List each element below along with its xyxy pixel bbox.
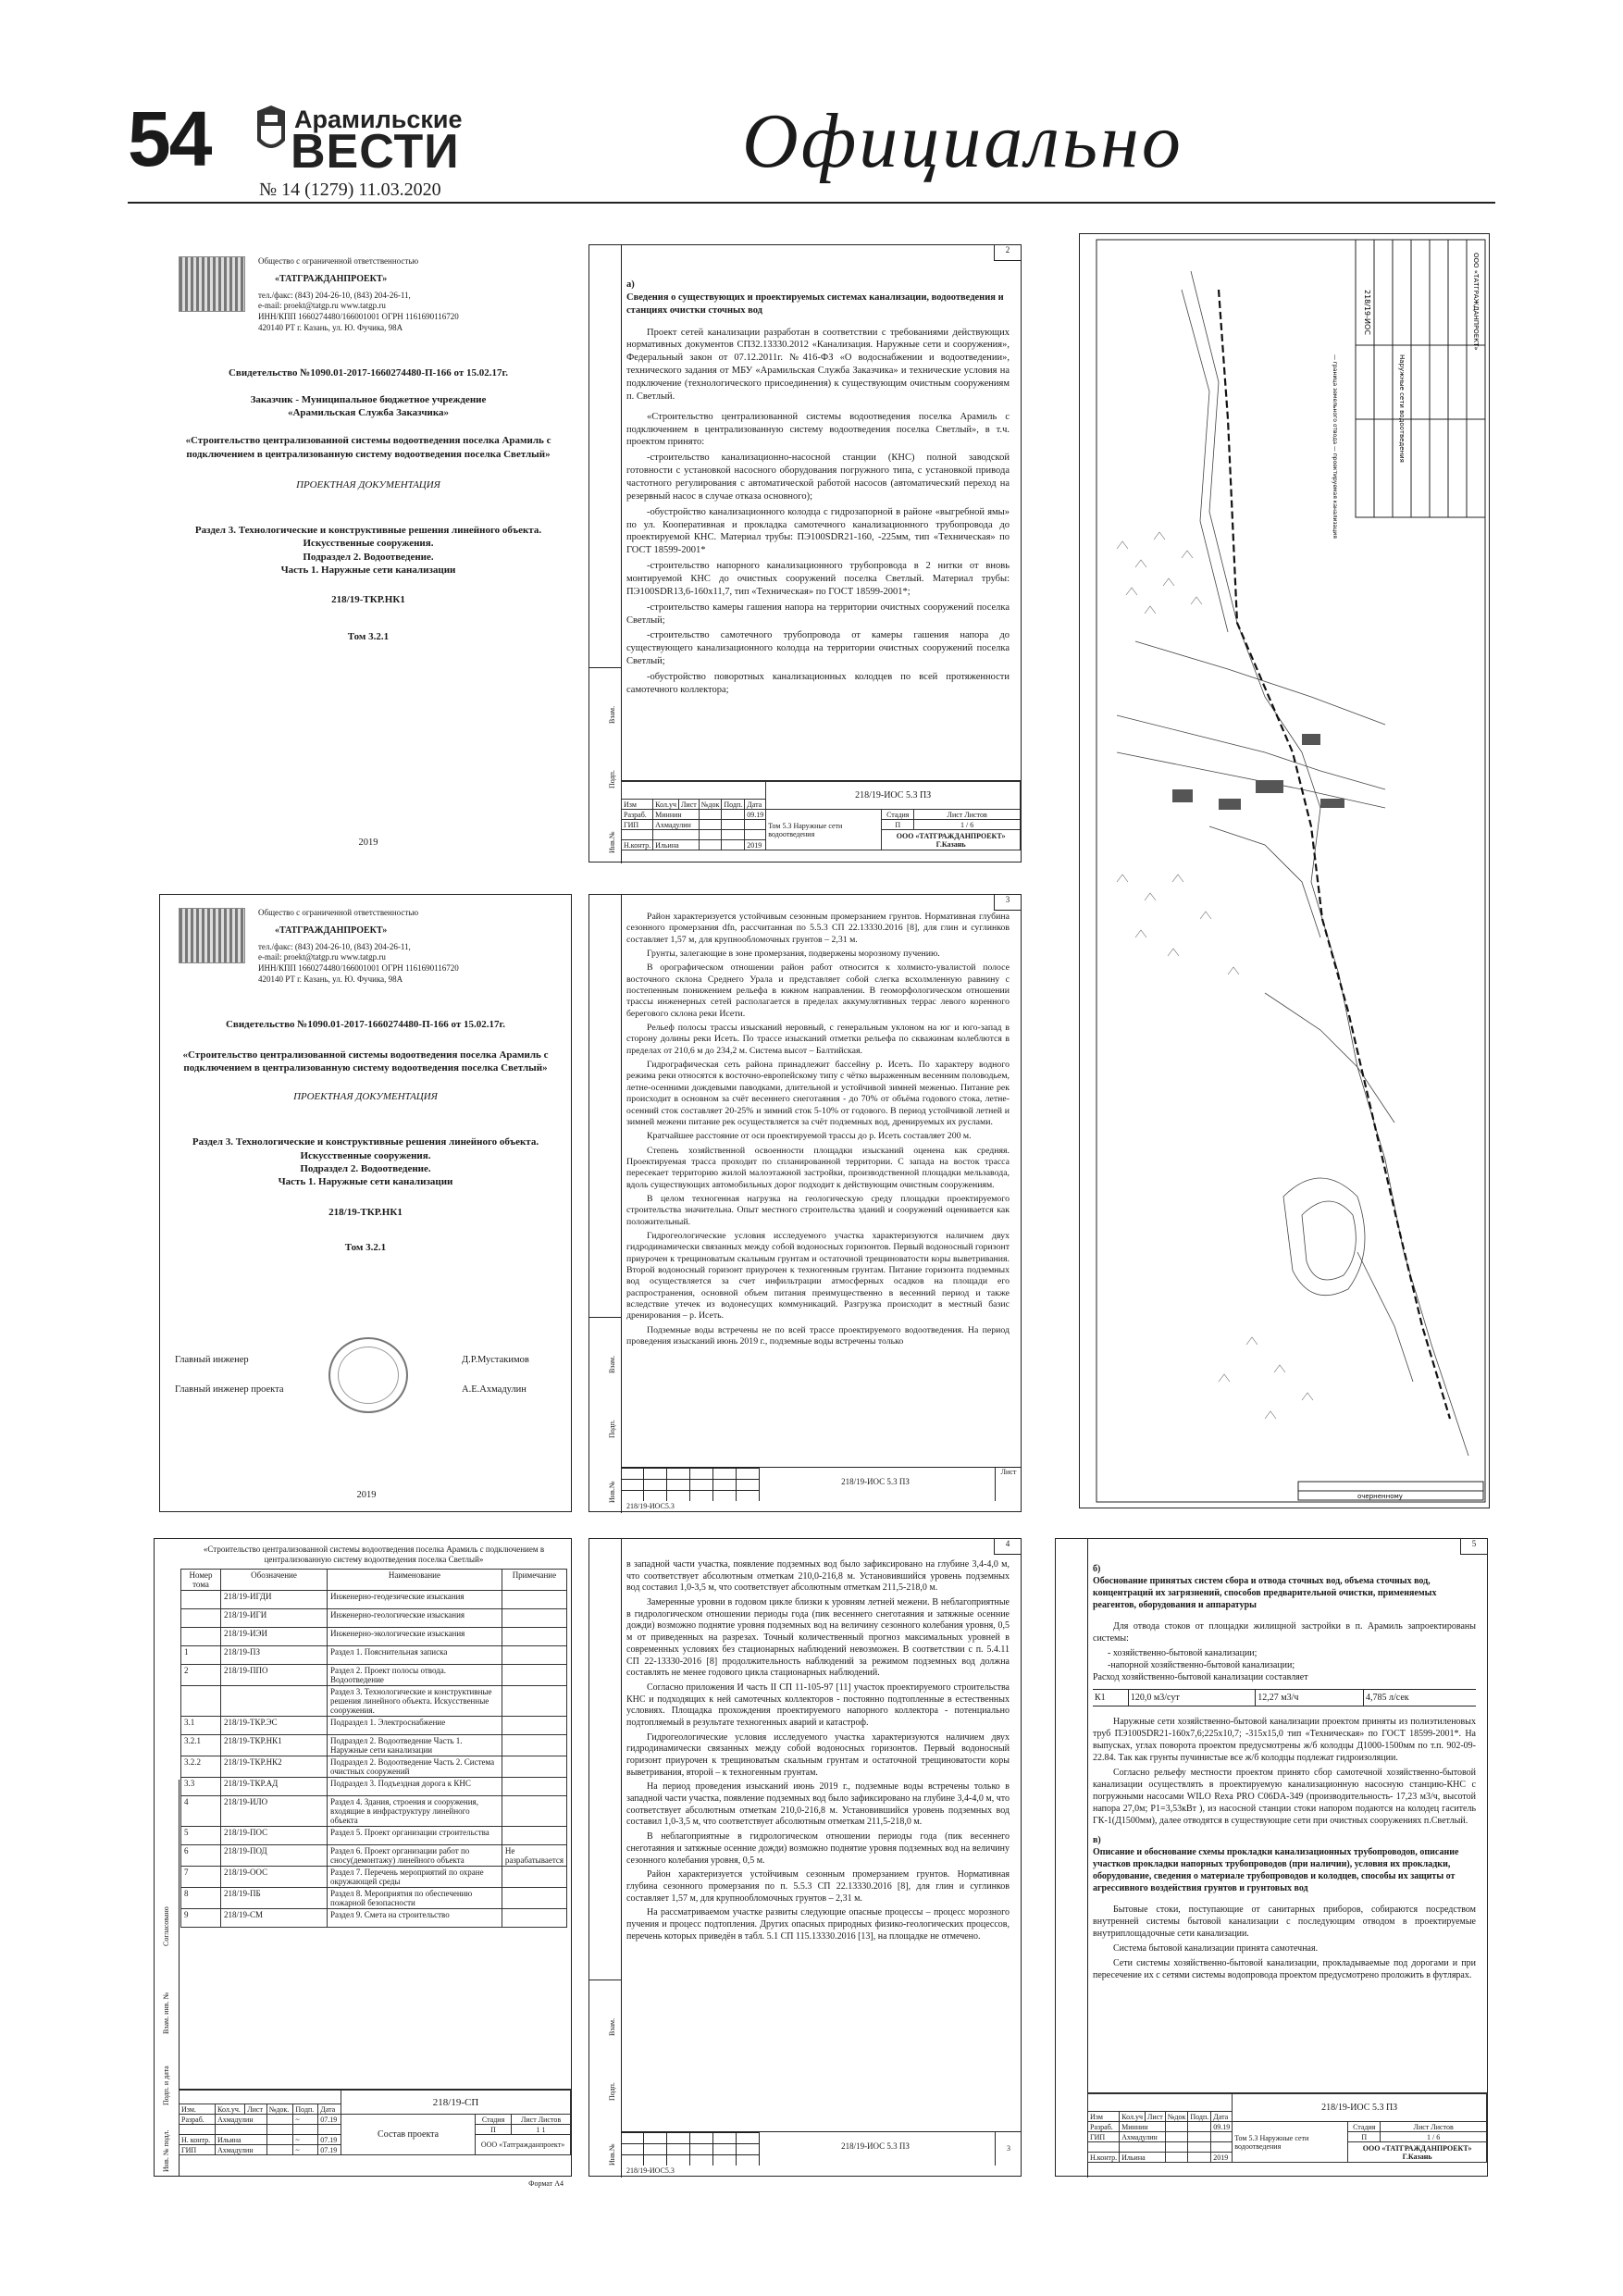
- masthead-emblem-icon: [255, 104, 287, 157]
- sheet-footer: 218/19-ИОС5.3: [626, 1502, 675, 1510]
- table-cell: [181, 1685, 221, 1716]
- paragraph: Рельеф полосы трассы изысканий неровный, с генеральным уклоном на юг и юго-запад в сторону долины реки Исеть. По трассе изысканий отметки рельефа по скважинам колеблются в пределах от 210,6 м до 234,2 м. Система высот – Балтийская.: [626, 1023, 1010, 1056]
- table-cell: [502, 1866, 566, 1887]
- text-sheet-2: [588, 244, 1022, 863]
- doc-type: ПРОЕКТНАЯ ДОКУМЕНТАЦИЯ: [296, 478, 440, 490]
- table-row: [181, 1908, 567, 1927]
- issue-line: № 14 (1279) 11.03.2020: [259, 180, 441, 200]
- section-line: Искусственные сооружения.: [300, 1149, 431, 1161]
- table-cell: 218/19-ПОС: [221, 1826, 328, 1844]
- header-rule: [128, 202, 1495, 204]
- stamp-col: Кол.уч: [653, 800, 679, 810]
- stamp-doc-code: 218/19-ИОС 5.3 ПЗ: [855, 790, 932, 800]
- table-cell: 218/19-ИГИ: [221, 1608, 328, 1627]
- paragraph: В неблагоприятные в гидрологическом отношении периоды года (пик весеннего снеготаяния и затяжные осенние дожди) возможно поднятие уровня подземных вод на величину сезонного колебания уровня, 0,5 м.: [626, 1831, 1010, 1866]
- sheet-number: 4: [1005, 1539, 1010, 1548]
- stamp-sheets: 6: [1436, 2132, 1441, 2141]
- flow-label: Расход хозяйственно-бытовой канализации составляет: [1093, 1672, 1308, 1682]
- company-logo: [179, 908, 245, 963]
- sheet-number-box: [994, 245, 1021, 261]
- title-block: 218/19-ИОС 5.3 ПЗ Изм Кол.уч Лист №док Подп. Дата Разраб. Миннин 09.19 Том 5.3 Наружные сети водоотведения Стадия Лист Листов ГИП Ахмадулин П 1 / 6 ООО «ТАТГРАЖДАНПРОЕКТ» Г.Казань Н.контр. Ильина 2019: [1087, 2092, 1487, 2177]
- org-line: Общество с ограниченной ответственностью: [258, 908, 419, 917]
- side-label: Взам.: [608, 1355, 616, 1373]
- paragraph: Гидрогеологические условия исследуемого участка характеризуются наличием двух гидродинамически связанных между собой водоносных горизонтов. Первый водоносный горизонт приурочен к трещиноватым скальным грунтам и остаточной трещиноватости коры выветривания. Второй водоносный горизонт приурочен к техногенным грунтам. Питание горизонта подземных вод осуществляется за счет инфильтрации атмосферных осадков на площади его распространения, основной объем питания преимущественно в весенний период и также вследствие утечек из водонесущих коммуникаций. Разгрузка происходит в местный базис дренирования – р. Исеть.: [626, 1230, 1010, 1322]
- title-block-company: ООО «ТАТГРАЖДАНПРОЕКТ»: [1472, 253, 1480, 351]
- masthead-brand-top: Арамильские: [294, 105, 463, 133]
- table-cell: [502, 1590, 566, 1608]
- contact-line: e-mail: proekt@tatgp.ru www.tatgp.ru: [258, 301, 386, 311]
- stamp-col: Подп.: [1188, 2112, 1211, 2122]
- stamp-stage-col: Лист: [947, 810, 963, 819]
- table-cell: 1: [181, 1645, 221, 1664]
- stamp-company: ООО «ТАТГРАЖДАНПРОЕКТ» Г.Казань: [896, 831, 1006, 849]
- sheet-number-box: [994, 1539, 1021, 1555]
- sheet-footer: 218/19-ИОС5.3: [626, 2166, 675, 2175]
- stamp-stage: П: [895, 820, 901, 829]
- table-cell: Раздел 5. Проект организации строительства: [328, 1826, 502, 1844]
- table-row: [181, 1844, 567, 1866]
- stamp-col: Дата: [745, 800, 766, 810]
- chief-engineer-label: Главный инженер: [175, 1355, 249, 1365]
- stamp-role: Разраб.: [180, 2115, 216, 2125]
- table-row: [181, 1590, 567, 1608]
- text-sheet-4: [588, 1538, 1022, 2177]
- cover-year: 2019: [356, 1490, 377, 1500]
- sheet-number: 5: [1471, 1539, 1477, 1548]
- stamp-sheet: 1: [960, 820, 965, 829]
- table-cell: 218/19-ИГДИ: [221, 1590, 328, 1608]
- paragraph: «Строительство централизованной системы водоотведения поселка Арамиль с подключением в централизованную систему водоотведения поселка Светлый», в т.ч. проектом принято:: [626, 411, 1010, 448]
- doc-type: ПРОЕКТНАЯ ДОКУМЕНТАЦИЯ: [293, 1091, 438, 1103]
- stamp-stage-col: Стадия: [886, 810, 910, 819]
- section-line: Подраздел 2. Водоотведение.: [300, 1162, 431, 1174]
- contact-line: ИНН/КПП 1660274480/166001001 ОГРН 1161690116720: [258, 312, 459, 322]
- table-cell: Подраздел 3. Подъездная дорога к КНС: [328, 1777, 502, 1795]
- table-cell: 3.2.2: [181, 1756, 221, 1777]
- side-frame: [1056, 1539, 1088, 2178]
- table-row: [181, 1734, 567, 1756]
- mini-stamp: [621, 2131, 1021, 2166]
- stamp-person: Ахмадулин: [216, 2115, 267, 2125]
- section-heading: Описание и обоснование схемы прокладки канализационных трубопроводов, описание участков прокладки напорных трубопроводов (при наличии), условия их прокладки, оборудование, сведения о материале трубопроводов и колодцев, способы их защиты от агрессивного воздействия грунтов и грунтовых вод: [1093, 1847, 1459, 1893]
- table-row: [181, 1795, 567, 1826]
- flow-cell: 120,0 м3/сут: [1128, 1690, 1255, 1706]
- table-cell: 5: [181, 1826, 221, 1844]
- table-cell: 218/19-ТКР.НК2: [221, 1756, 328, 1777]
- page-number: 54: [128, 95, 211, 182]
- paragraph: На рассматриваемом участке развиты следующие опасные процессы – процесс морозного пучения и процесс подтопления. Других опасных природных физико-геологических процессов, перечень которых приведён в табл. 5.1 СП 115.13330.2016 [13], на площадке не отмечено.: [626, 1907, 1010, 1942]
- letter-v: в): [1093, 1835, 1101, 1845]
- stamp-stage-col: Лист: [1413, 2122, 1430, 2131]
- paragraph: Грунты, залегающие в зоне промерзания, подвержены морозному пучению.: [647, 949, 940, 960]
- col-header: Наименование: [328, 1569, 502, 1590]
- side-label: Подп. и дата: [162, 2066, 170, 2105]
- stamp-col: Подп.: [722, 800, 745, 810]
- paragraph: -строительство канализационно-насосной станции (КНС) полной заводской готовности с установкой насосного оборудования погружного типа, с установкой привода частотного регулирования с автоматической работой насосов (автоматический переход на резервный насос в случае отказа основного);: [626, 453, 1010, 502]
- customer-line-1: Заказчик - Муниципальное бюджетное учреждение: [250, 393, 487, 405]
- paragraph: -строительство самотечного трубопровода от камеры гашения напора до существующего канализационного колодца на территории очистных сооружений поселка Светлый;: [626, 630, 1010, 667]
- side-box: [589, 1980, 621, 2177]
- table-row: [181, 1664, 567, 1685]
- paragraph: -строительство напорного канализационного трубопровода в 2 нитки от вновь монтируемой КНС до очистных сооружений поселка Светлый. Материал трубы: ПЭ100SDR13,6-160х11,7, тип «Техническая» по ГОСТ 18599-2001*;: [626, 561, 1010, 597]
- table-cell: Подраздел 1. Электроснабжение: [328, 1716, 502, 1734]
- stamp-sheet: 1: [1427, 2132, 1431, 2141]
- table-cell: [502, 1734, 566, 1756]
- paragraph: -обустройство поворотных канализационных колодцев по всей протяженности самотечного коллектора;: [626, 672, 1010, 695]
- table-cell: [181, 1590, 221, 1608]
- paragraph: Гидрографическая сеть района принадлежит бассейну р. Исеть. По характеру водного режима реки относятся к восточно-европейскому типу с чётко выраженным весенним половодьем, летне-осенними дождевыми паводками, длительной и устойчивой зимней меженью. Питание рек происходит в основном за счёт весеннего снеготаяния - до 70% от объёма годового стока, летне-осенний сток составляет 20-25% и зимний сток 5-10% от годового. В период устойчивой летней и зимней межени питание рек осуществляется за счёт подземных вод, дренируемых их руслами.: [626, 1060, 1010, 1127]
- stamp-date: 07.19: [318, 2115, 341, 2125]
- table-row: [181, 1627, 567, 1645]
- table-cell: [502, 1716, 566, 1734]
- org-line: Общество с ограниченной ответственностью: [258, 256, 419, 266]
- table-cell: [502, 1777, 566, 1795]
- side-box: [589, 1317, 621, 1512]
- table-cell: 218/19-ПЗ: [221, 1645, 328, 1664]
- paragraph: В целом техногенная нагрузка на геологическую среду площадки проектируемого строительства значительна. Опыт местного строительства зданий и сооружений оценивается как положительный.: [626, 1193, 1010, 1227]
- table-cell: [181, 1608, 221, 1627]
- col-header: Номер тома: [181, 1569, 221, 1590]
- customer: [165, 393, 572, 406]
- stamp-stage: П: [1348, 2132, 1381, 2142]
- stamp-sheets: 1: [541, 2125, 546, 2134]
- table-row: [181, 1826, 567, 1844]
- table-cell: [502, 1826, 566, 1844]
- table-cell: Раздел 7. Перечень мероприятий по охране окружающей среды: [328, 1866, 502, 1887]
- paragraph: Подземные воды встречены не по всей трассе проектируемого водоотведения. На период проведения изысканий июнь 2019 г., подземные воды встречены только: [626, 1324, 1010, 1347]
- table-cell: 218/19-СМ: [221, 1908, 328, 1927]
- table-cell: 8: [181, 1887, 221, 1908]
- stamp-person: Миннин: [653, 810, 700, 820]
- table-cell: Не разрабатывается: [502, 1844, 566, 1866]
- flow-cell: 4,785 л/сек: [1365, 1693, 1409, 1703]
- mini-stamp-code: 218/19-ИОС 5.3 ПЗ: [841, 1477, 910, 1486]
- stamp-role: Разраб.: [1088, 2122, 1120, 2132]
- side-label: Инв.№: [608, 2143, 616, 2166]
- paragraph: Степень хозяйственной освоенности площадки изысканий оценена как средняя. Проектируемая трасса проходит по спланированной территории. С запада на восток трасса пересекает территорию жилой малоэтажной застройки, производственной площадки мельзавода, вдоль существующих автомобильных дорог подходит к действующим очистным сооружениям.: [626, 1145, 1010, 1190]
- section-line: Искусственные сооружения.: [303, 538, 434, 550]
- table-cell: 3.1: [181, 1716, 221, 1734]
- volume: Том 3.2.1: [344, 1241, 387, 1253]
- volume: Том 3.2.1: [347, 631, 390, 643]
- paragraph: Согласно приложения И часть II СП 11-105-97 [11] участок проектируемого строительства КНС и подходящих к ней самотечных коллекторов - постоянно подтопленные в естественных условиях. Площадка прохождения проектируемого напорного коллектора - потенциально подтопляемый в результате техногенных аварий и катастроф.: [626, 1682, 1010, 1728]
- table-cell: Раздел 2. Проект полосы отвода. Водоотведение: [328, 1664, 502, 1685]
- paragraph: На период проведения изысканий июнь 2019 г., подземные воды встречены только в западной части участка, появление подземных вод было зафиксировано на глубине 3,4-4,0 м, что соответствует абсолютным отметкам 210,0-216,8 м. Установившийся уровень подземных вод составил 1,0-3,5 м, что соответствует абсолютным отметкам 211,5-218,0 м.: [626, 1781, 1010, 1828]
- table-cell: 218/19-ООС: [221, 1866, 328, 1887]
- table-cell: 3.3: [181, 1777, 221, 1795]
- table-cell: 4: [181, 1795, 221, 1826]
- table-cell: 3.2.1: [181, 1734, 221, 1756]
- table-cell: [502, 1664, 566, 1685]
- table-row: [181, 1685, 567, 1716]
- table-cell: [502, 1608, 566, 1627]
- flow-cell: 12,27 м3/ч: [1256, 1690, 1364, 1706]
- table-cell: [502, 1645, 566, 1664]
- side-box: [589, 667, 621, 863]
- cover-sheet-2: [159, 894, 572, 1512]
- letter-a: а): [626, 279, 635, 290]
- table-cell: 2: [181, 1664, 221, 1685]
- table-cell: 218/19-ТКР.ЭС: [221, 1716, 328, 1734]
- title-block: 218/19-СП Изм. Кол.уч. Лист №док. Подп. Дата Разраб. Ахмадулин ~ 07.19 Состав проекта Стадия Лист Листов П 1 1 Н. контр. Ильина ~ 07.19 ООО «Татгражданпроект» ГИП Ахмадулин ~ 07.19 Формат А4: [179, 2089, 571, 2177]
- stamp-role: Разраб.: [622, 810, 653, 820]
- table-row: [181, 1866, 567, 1887]
- paragraph: Район характеризуется устойчивым сезонным промерзанием грунтов. Нормативная глубина сезонного промерзания dfn, рассчитанная по 5.5.3 СП 22.13330.2016 [8], для глин и суглинков составляет 1,57 м, для крупнообломочных грунтов – 2,31 м.: [626, 912, 1010, 945]
- stamp-col: Лист: [679, 800, 700, 810]
- stamp-stage: П: [476, 2125, 512, 2135]
- stamp-role: Н.контр.: [622, 840, 653, 850]
- table-cell: 6: [181, 1844, 221, 1866]
- side-label: Подп.: [608, 1420, 616, 1438]
- table-cell: 218/19-ПОД: [221, 1844, 328, 1866]
- stamp-doc-code: 218/19-ИОС 5.3 ПЗ: [1321, 2103, 1398, 2113]
- side-label: Согласовано: [162, 1906, 170, 1946]
- chief-project-name: А.Е.Ахмадулин: [462, 1384, 527, 1395]
- side-label: Инв.№: [608, 1481, 616, 1503]
- col-header: Примечание: [502, 1569, 566, 1590]
- title-block-code: 218/19-ИОС: [1363, 290, 1371, 335]
- table-row: [181, 1777, 567, 1795]
- contact-line: e-mail: proekt@tatgp.ru www.tatgp.ru: [258, 952, 386, 962]
- stamp-person: Ильина: [216, 2135, 267, 2145]
- section-line: Подраздел 2. Водоотведение.: [303, 551, 434, 563]
- side-label: Инв.№: [608, 831, 616, 853]
- composition-sheet: [154, 1538, 572, 2188]
- stamp-date: 2019: [1211, 2153, 1233, 2163]
- side-label: Взам.: [608, 705, 616, 724]
- paragraph: Сети системы хозяйственно-бытовой канализации, прокладываемые под дорогами и при пересечение их с сетями системы водопровода проектом предусмотрено проложить в футлярах.: [1093, 1958, 1476, 1980]
- table-cell: Раздел 6. Проект организации работ по сносу(демонтажу) линейного объекта: [328, 1844, 502, 1866]
- sheet-number: 3: [1005, 895, 1010, 904]
- table-cell: Инженерно-экологические изыскания: [328, 1627, 502, 1645]
- system-item: - хозяйственно-бытовой канализации;: [1108, 1648, 1258, 1658]
- contact-line: ИНН/КПП 1660274480/166001001 ОГРН 1161690116720: [258, 963, 459, 974]
- stamp-stage-col: Листов: [964, 810, 987, 819]
- table-cell: [221, 1685, 328, 1716]
- section-heading: Обоснование принятых систем сбора и отвода сточных вод, объема сточных вод, концентраций их загрязнений, способов предварительной очистки, применяемых реагентов, оборудования и аппаратуры: [1093, 1576, 1437, 1610]
- table-cell: Раздел 9. Смета на строительство: [328, 1908, 502, 1927]
- doc-code: 218/19-ТКР.НК1: [328, 1206, 403, 1218]
- stamp-doc-code: 218/19-СП: [432, 2096, 479, 2108]
- contact-line: 420140 РТ г. Казань, ул. Ю. Фучика, 98А: [258, 322, 403, 332]
- mini-stamp-sheet: Лист: [995, 1468, 1022, 1501]
- stamp-col: №док: [699, 800, 722, 810]
- stamp-date: 07.19: [318, 2135, 341, 2145]
- stamp-volume: Том 5.3 Наружные сети водоотведения: [768, 821, 843, 838]
- paragraph: в западной части участка, появление подземных вод было зафиксировано на глубине 3,4-4,0 м, что соответствует абсолютным отметкам 210,0-216,8 м. Установившийся уровень подземных вод составил 1,0-3,5 м, что соответствует абсолютным отметкам 211,5-218,0 м.: [626, 1559, 1010, 1594]
- table-cell: Инженерно-геологические изыскания: [328, 1608, 502, 1627]
- stamp-col: Изм: [622, 800, 653, 810]
- letter-b: б): [1093, 1564, 1101, 1574]
- stamp-role: ГИП: [622, 820, 653, 830]
- stamp-col: Изм: [1088, 2112, 1120, 2122]
- side-label: Взам. инв. №: [162, 1992, 170, 2034]
- stamp-role: Н.контр.: [1088, 2153, 1120, 2163]
- table-cell: [502, 1685, 566, 1716]
- sheet-number-box: [1460, 1539, 1487, 1555]
- paragraph: -строительство камеры гашения напора на территории очистных сооружений поселка Светлый;: [626, 602, 1010, 626]
- sheet-number-box: [994, 895, 1021, 911]
- stamp-company: ООО «ТАТГРАЖДАНПРОЕКТ» Г.Казань: [1362, 2143, 1472, 2161]
- bottom-label: очерненному: [1357, 1493, 1403, 1500]
- side-frame: [155, 1780, 180, 2176]
- side-label: Подп.: [608, 770, 616, 788]
- company-seal-icon: [328, 1337, 408, 1413]
- cover-sheet-1: [165, 242, 572, 861]
- paragraph: -обустройство канализационного колодца с гидрозапорной в районе «выгребной ямы» по ул. Кооперативная и прокладка самотечного канализационного трубопровода до проектируемой КНС. Материал трубы: ПЭ100SDR21-160, -225мм, тип «Техническая» по ГОСТ 18599-2001*: [626, 506, 1010, 556]
- site-plan-svg: [1080, 234, 1491, 1509]
- section-line: Часть 1. Наружные сети канализации: [278, 1176, 453, 1188]
- project-title: «Строительство централизованной системы водоотведения поселка Арамиль с подключением в централизованную систему водоотведения поселка Светлый»: [182, 1049, 549, 1074]
- stamp-stage-col: Листов: [1431, 2122, 1454, 2131]
- paragraph: Для отвода стоков от площадки жилищной застройки в п. Арамиль запроектированы системы:: [1093, 1621, 1476, 1644]
- project-title: «Строительство централизованной системы водоотведения поселка Арамиль с подключением в централизованную систему водоотведения поселка Светлый»: [185, 435, 551, 460]
- stamp-person: Ильина: [653, 840, 700, 850]
- side-label: Подп.: [608, 2082, 616, 2101]
- org-name: «ТАТГРАЖДАНПРОЕКТ»: [275, 925, 388, 936]
- table-cell: 9: [181, 1908, 221, 1927]
- certificate: Свидетельство №1090.01-2017-1660274480-П-166 от 15.02.17г.: [228, 367, 509, 379]
- section-title: Официально: [742, 98, 1183, 184]
- table-row: [181, 1887, 567, 1908]
- doc-code: 218/19-ТКР.НК1: [331, 594, 405, 606]
- table-cell: 218/19-ППО: [221, 1664, 328, 1685]
- table-cell: [502, 1908, 566, 1927]
- table-cell: Раздел 3. Технологические и конструктивные решения линейного объекта. Искусственные сооружения.: [328, 1685, 502, 1716]
- contact-line: тел./факс: (843) 204-26-10, (843) 204-26-11,: [258, 290, 411, 300]
- stamp-col: Лист: [1146, 2112, 1166, 2122]
- table-cell: [502, 1756, 566, 1777]
- stamp-person: Ахмадулин: [216, 2145, 267, 2155]
- table-row: [181, 1716, 567, 1734]
- table-cell: [502, 1887, 566, 1908]
- table-cell: [502, 1627, 566, 1645]
- paragraph: Кратчайшее расстояние от оси проектируемой трассы до р. Исеть составляет 200 м.: [647, 1131, 972, 1142]
- stamp-format: Формат А4: [528, 2179, 564, 2188]
- stamp-date: 09.19: [745, 810, 766, 820]
- stamp-stage-col: Стадия: [1353, 2122, 1376, 2131]
- table-cell: Подраздел 2. Водоотведение Часть 2. Система очистных сооружений: [328, 1756, 502, 1777]
- paragraph: В орографическом отношении район работ относится к холмисто-увалистой полосе восточного склона Среднего Урала и представляет собой слегка всхолмленную равнину с постепенным понижением рельефа в южном направлении. В геоморфологическом отношении трассы инженерных сетей располагается в пределах аккумулятивных террас левого коренного берегового склона реки Исети.: [626, 962, 1010, 1019]
- col-header: Обозначение: [221, 1569, 328, 1590]
- paragraph: Замеренные уровни в годовом цикле близки к уровням летней межени. В неблагоприятные в гидрологическом отношении периоды года (пик весеннего снеготаяния и затяжные осенние дожди) возможно поднятие уровня подземных вод на величину сезонного колебания уровня, 0,5 м от приведенных на разрезах. Точный количественный прогноз максимальных уровней в современных условиях без стационарных наблюдений невозможен. В соответствии с п. 5.4.11 СП 22-13330-2016 [8] продолжительность наблюдений за режимом подземных вод должна составлять не менее годового цикла стационарных наблюдений.: [626, 1597, 1010, 1679]
- table-cell: Раздел 4. Здания, строения и сооружения, входящие в инфраструктуру линейного объекта: [328, 1795, 502, 1826]
- stamp-col: Кол.уч: [1120, 2112, 1146, 2122]
- stamp-date: 07.19: [318, 2145, 341, 2155]
- site-plan-drawing: [1079, 233, 1490, 1508]
- cover-year: 2019: [358, 838, 378, 848]
- stamp-sheet: 1: [536, 2125, 540, 2134]
- text-sheet-3: [588, 894, 1022, 1512]
- contact-line: 420140 РТ г. Казань, ул. Ю. Фучика, 98А: [258, 974, 403, 984]
- stamp-date: 09.19: [1211, 2122, 1233, 2132]
- table-cell: [181, 1627, 221, 1645]
- paragraph: Система бытовой канализации принята самотечная.: [1113, 1943, 1319, 1954]
- mini-stamp-code: 218/19-ИОС 5.3 ПЗ: [841, 2141, 910, 2151]
- paragraph: Район характеризуется устойчивым сезонным промерзанием грунтов. Нормативная глубина сезонного промерзания по п. 5.5.3 СП 22.13330.2016 [8], для глин и суглинков составляет 1,57 м, для крупнообломочных грунтов – 2,31 м.: [626, 1869, 1010, 1904]
- stamp-role: ГИП: [1088, 2132, 1120, 2142]
- mini-stamp-page: 3: [995, 2132, 1022, 2166]
- stamp-person: Миннин: [1120, 2122, 1166, 2132]
- flow-table: [1093, 1689, 1476, 1706]
- table-cell: 218/19-ТКР.НК1: [221, 1734, 328, 1756]
- stamp-company: ООО «Татгражданпроект»: [480, 2141, 565, 2149]
- paragraph: Согласно рельефу местности проектом принято сбор самотечной хозяйственно-бытовой канализации осуществлять в проектируемую канализационную насосную станцию-КНС с погружными насосами WILO Rexa PRO C06DA-349 (производительность- 17,23 м3/ч, высотой напора 27,0м; P1=3,53кВт ), из насосной станции стоки напором подаются на колодец гаситель ГК-1(Д1500мм), далее отводятся в существующие сети при очистных сооружениях п.Светлый.: [1093, 1768, 1476, 1826]
- certificate: Свидетельство №1090.01-2017-1660274480-П-166 от 15.02.17г.: [225, 1019, 506, 1031]
- composition-table: [180, 1569, 567, 1928]
- table-cell: 218/19-ИЭИ: [221, 1627, 328, 1645]
- section-heading: Сведения о существующих и проектируемых системах канализации, водоотведения и станциях очистки сточных вод: [626, 292, 1004, 316]
- stamp-date: 2019: [745, 840, 766, 850]
- composition-title: «Строительство централизованной системы водоотведения поселка Арамиль с подключением в централизованную систему водоотведения поселка Светлый»: [203, 1545, 545, 1564]
- side-label: Инв. № подл.: [162, 2129, 170, 2172]
- chief-project-label: Главный инженер проекта: [175, 1384, 284, 1395]
- paragraph: Проект сетей канализации разработан в соответствии с требованиями действующих нормативных документов СП32.13330.2012 «Канализация. Наружные сети и сооружения», Федеральный закон от 07.12.2011г. №416-ФЗ «О водоснабжении и водоотведении», технического задания от МБУ «Арамильская Служба Заказчика» и технические условия на подключение (технологического присоединения) к существующим очистным сооружениям п. Светлый.: [626, 327, 1010, 402]
- paragraph: Гидрогеологические условия исследуемого участка характеризуются наличием двух гидродинамически связанных между собой водоносных горизонтов. Первый водоносный горизонт приурочен к трещиноватым скальным грунтам и остаточной трещиноватости коры выветривания, второй – к техногенным грунтам.: [626, 1731, 1010, 1778]
- system-item: -напорной хозяйственно-бытовой канализации;: [1108, 1660, 1295, 1670]
- stamp-person: Ильина: [1120, 2153, 1166, 2163]
- stamp-title: Состав проекта: [378, 2129, 440, 2140]
- masthead-brand-main: ВЕСТИ: [291, 125, 460, 179]
- table-row: [181, 1645, 567, 1664]
- section-line: Раздел 3. Технологические и конструктивные решения линейного объекта.: [194, 524, 542, 536]
- paragraph: Бытовые стоки, поступающие от санитарных приборов, собираются посредством внутренней системы бытовой канализации с последующим отводом в проектируемые внутриплощадочные сети канализации.: [1093, 1905, 1476, 1939]
- table-cell: 218/19-ПБ: [221, 1887, 328, 1908]
- contact-line: тел./факс: (843) 204-26-10, (843) 204-26-11,: [258, 941, 411, 951]
- customer-line-2: «Арамильская Служба Заказчика»: [287, 407, 450, 419]
- flow-cell: К1: [1093, 1690, 1128, 1706]
- section-line: Раздел 3. Технологические и конструктивные решения линейного объекта.: [192, 1136, 539, 1148]
- stamp-sheets: 6: [970, 820, 974, 829]
- stamp-person: Ахмадулин: [1120, 2132, 1166, 2142]
- table-cell: Подраздел 2. Водоотведение Часть 1. Наружные сети канализации: [328, 1734, 502, 1756]
- table-cell: Раздел 8. Мероприятия по обеспечению пожарной безопасности: [328, 1887, 502, 1908]
- stamp-col: №док: [1165, 2112, 1188, 2122]
- org-name: «ТАТГРАЖДАНПРОЕКТ»: [275, 273, 388, 284]
- legend: — граница земельного отвода — проектируемая канализация: [1332, 354, 1338, 539]
- paragraph: Наружные сети хозяйственно-бытовой канализации проектом приняты из полиэтиленовых труб ПЭ100SDR21-160х7,6;225х10,7; -315х15,0 тип «Техническая» по ГОСТ 18599-2001*. На выпусках, углах поворота проектом предусмотрены ж/б колодцы Д1000-1500мм по т.п. 902-09-22.84. Так как грунты пучинистые все ж/б колодцы подлежат гидроизоляции.: [1093, 1717, 1476, 1763]
- section-line: Часть 1. Наружные сети канализации: [280, 564, 456, 576]
- stamp-person: Ахмадулин: [653, 820, 700, 830]
- table-row: [181, 1608, 567, 1627]
- table-cell: 218/19-ИЛО: [221, 1795, 328, 1826]
- title-block-name: Наружные сети водоотведения: [1398, 354, 1406, 463]
- chief-engineer-name: Д.Р.Мустакимов: [462, 1355, 529, 1365]
- stamp-role: Н. контр.: [180, 2135, 216, 2145]
- sheet-number: 2: [1005, 245, 1010, 254]
- mini-stamp: [621, 1467, 1021, 1501]
- table-cell: [502, 1795, 566, 1826]
- text-sheet-5: [1055, 1538, 1488, 2177]
- stamp-col: Дата: [1211, 2112, 1233, 2122]
- table-cell: 218/19-ТКР.АД: [221, 1777, 328, 1795]
- title-block: 218/19-ИОС 5.3 ПЗ Изм Кол.уч Лист №док Подп. Дата Разраб. Миннин 09.19 Том 5.3 Наружные сети водоотведения Стадия Лист Листов ГИП Ахмадулин П 1 / 6 ООО «ТАТГРАЖДАНПРОЕКТ» Г.Казань Н.контр. Ильина 2019: [621, 780, 1021, 863]
- company-logo: [179, 256, 245, 312]
- stamp-volume: Том 5.3 Наружные сети водоотведения: [1234, 2133, 1309, 2151]
- table-cell: Раздел 1. Пояснительная записка: [328, 1645, 502, 1664]
- side-label: Взам.: [608, 2017, 616, 2036]
- table-row: [181, 1756, 567, 1777]
- stamp-role: ГИП: [180, 2145, 216, 2155]
- table-cell: 7: [181, 1866, 221, 1887]
- table-cell: Инженерно-геодезические изыскания: [328, 1590, 502, 1608]
